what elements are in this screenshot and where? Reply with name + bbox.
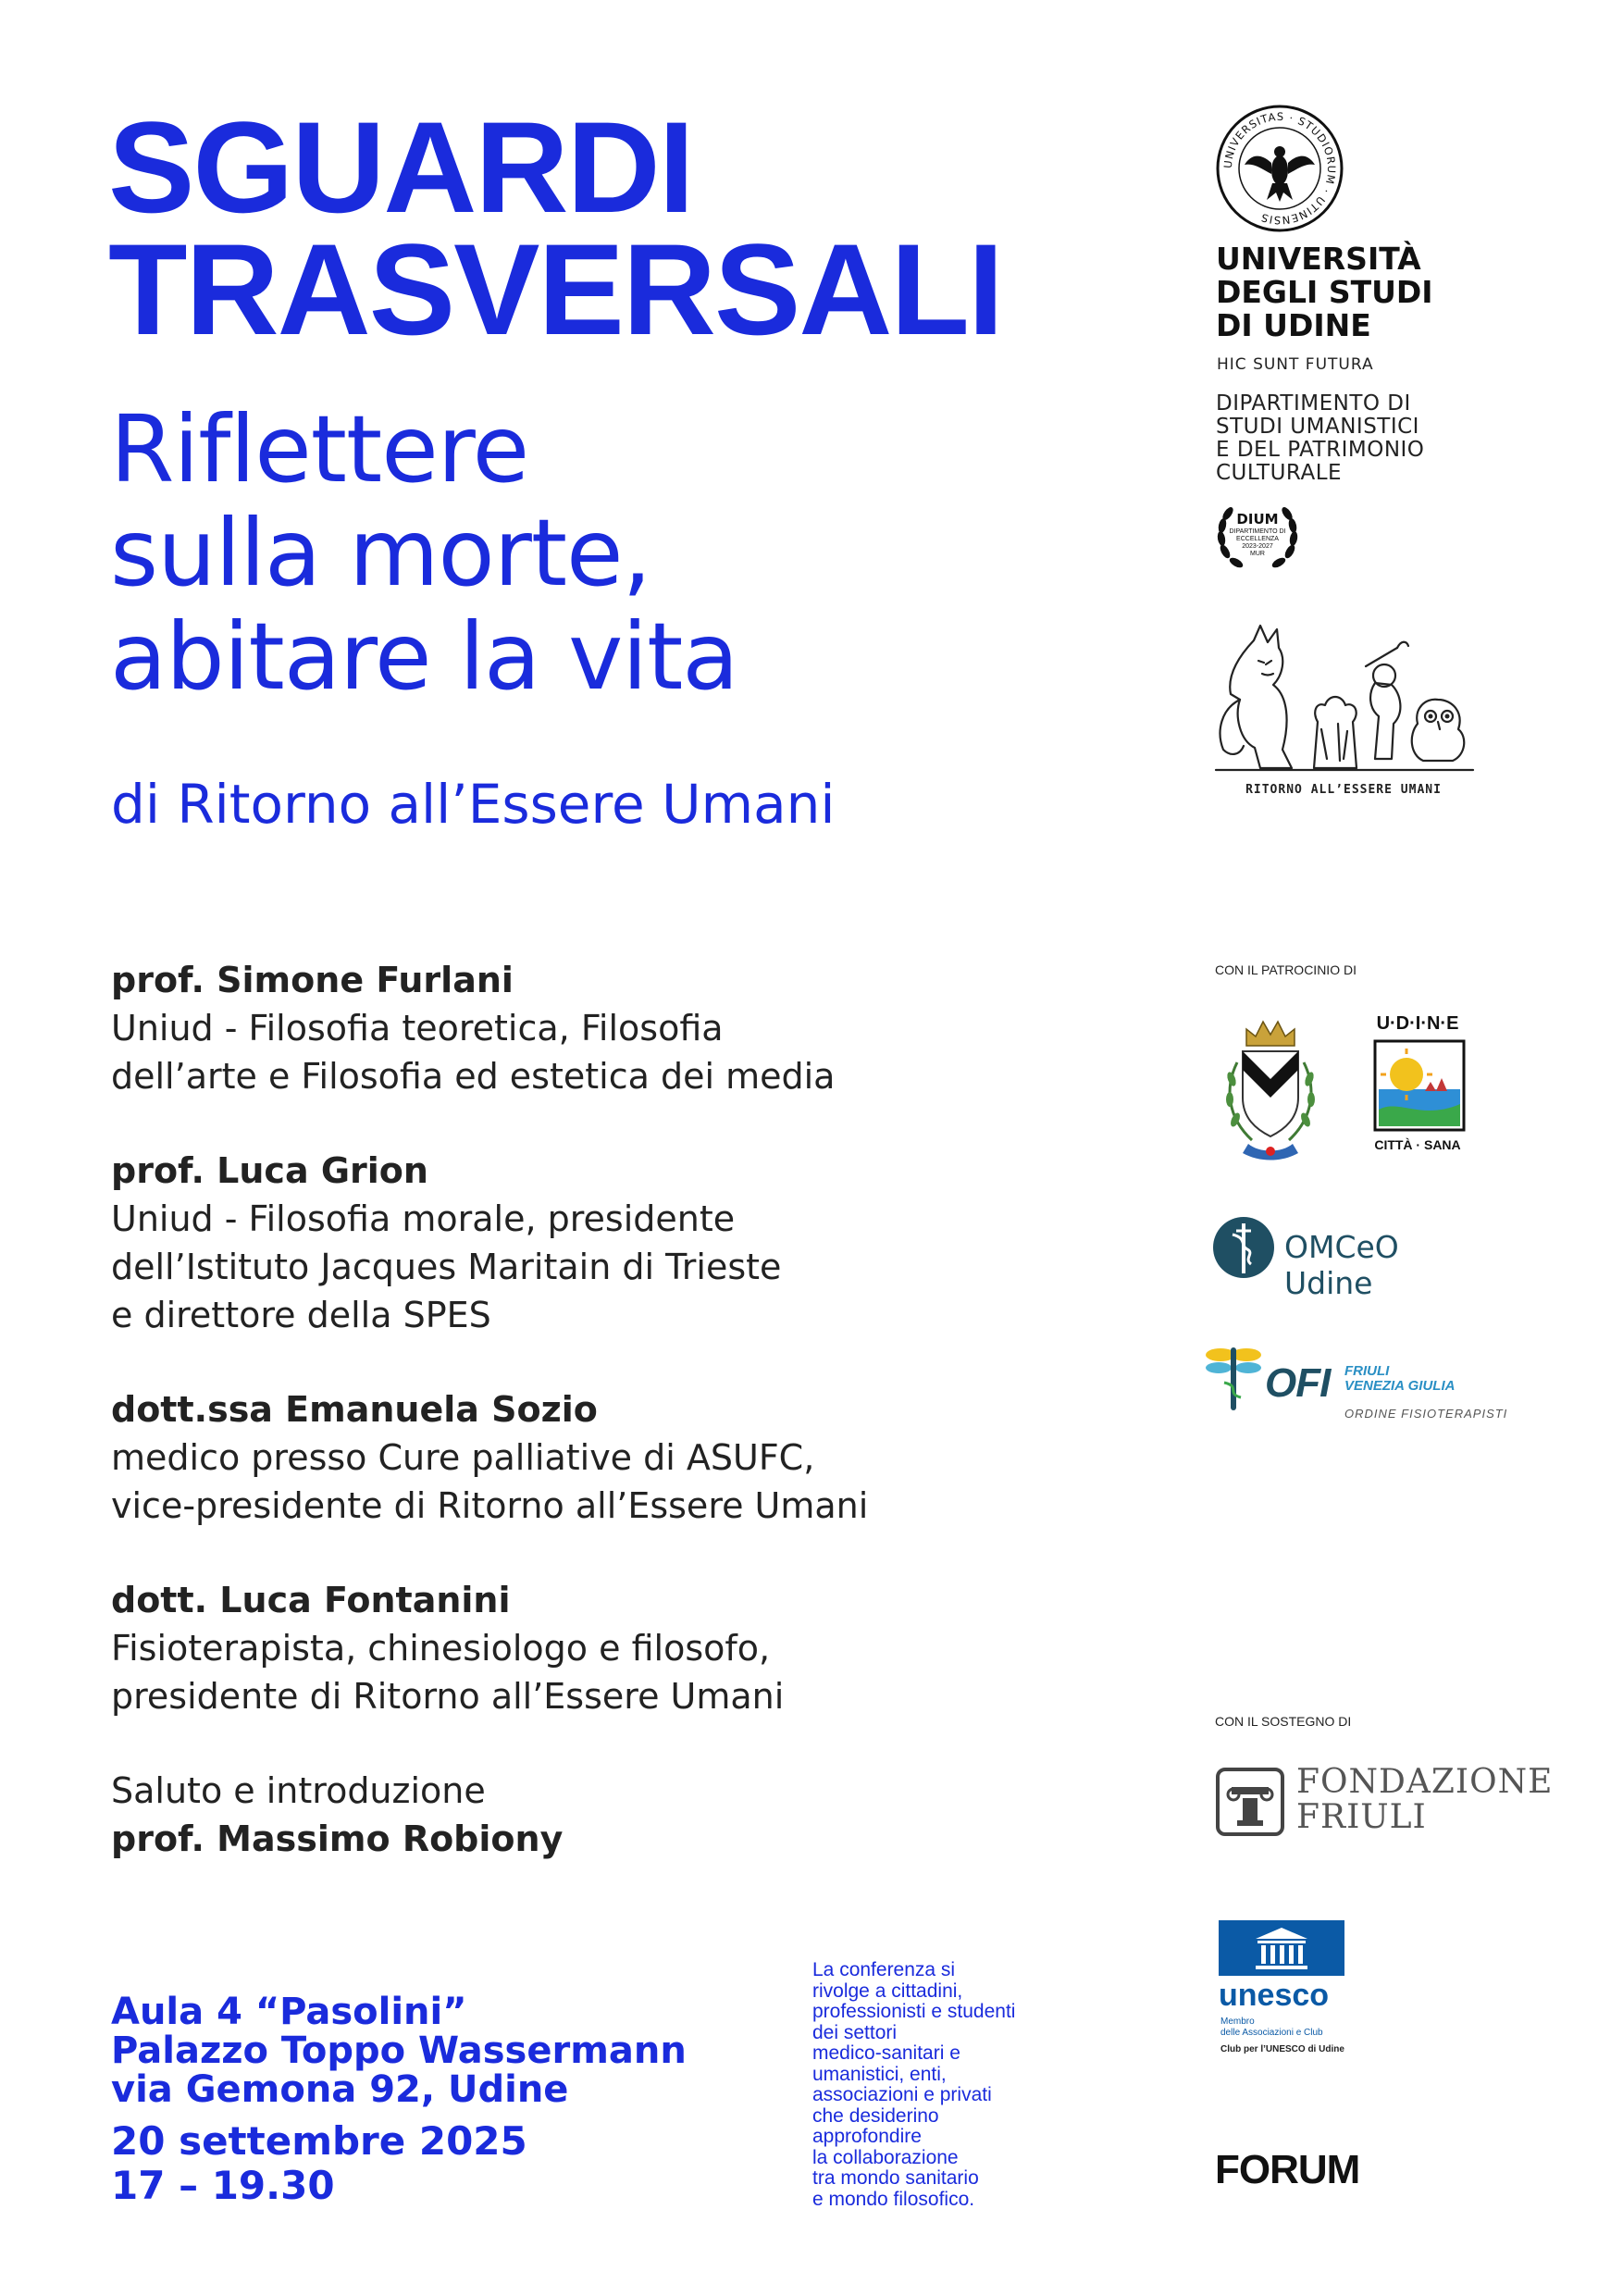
speaker-item (111, 956, 1083, 1100)
association-caption: RITORNO ALL’ESSERE UMANI (1245, 783, 1442, 797)
note-line: professionisti e studenti (812, 2001, 1016, 2022)
citta-sana-logo (1362, 1013, 1473, 1161)
greeting-label: Saluto e introduzione (111, 1770, 486, 1811)
forum-logo: FORUM (1215, 2147, 1360, 2192)
university-seal-icon (1215, 104, 1344, 233)
speaker-role-line: dell’arte e Filosofia ed estetica dei media (111, 1056, 836, 1097)
dium-caption (1214, 528, 1301, 558)
greeting (111, 1767, 1083, 1863)
column-capital-icon (1215, 1767, 1285, 1837)
university-motto: HIC SUNT FUTURA (1217, 355, 1374, 374)
speaker-role-line: vice-presidente di Ritorno all’Essere Umani (111, 1485, 869, 1526)
note-line: e mondo filosofico. (812, 2188, 975, 2210)
department-name (1216, 392, 1424, 485)
speaker-role-line: Fisioterapista, chinesiologo e filosofo, (111, 1628, 771, 1669)
omceo-label: OMCeO Udine (1284, 1229, 1399, 1301)
speaker-role-line: Uniud - Filosofia teoretica, Filosofia (111, 1008, 724, 1049)
note-line: tra mondo sanitario (812, 2167, 979, 2189)
speaker-role-line: presidente di Ritorno all’Essere Umani (111, 1676, 785, 1717)
udine-crest (1215, 1009, 1326, 1166)
dium-badge (1214, 498, 1301, 574)
dragonfly-icon (1204, 1342, 1263, 1416)
greeting-name: prof. Massimo Robiony (111, 1818, 564, 1859)
caduceus-icon (1210, 1214, 1277, 1281)
department-line: E DEL PATRIMONIO (1216, 438, 1425, 462)
dium-caption-line: ECCELLENZA (1236, 536, 1279, 542)
unesco-word: unesco (1219, 1978, 1330, 2013)
note-line: umanistici, enti, (812, 2063, 947, 2085)
ofi-mark: OFI (1265, 1360, 1331, 1406)
university-name-line: DEGLI STUDI (1216, 274, 1433, 310)
dium-caption-line: 2023-2027 (1242, 543, 1273, 550)
seal-text: UNIVERSITAS · STUDIORUM · UTINENSIS (1220, 109, 1339, 228)
fondazione-friuli-logo (1215, 1763, 1554, 1846)
event-title (108, 94, 1002, 362)
ofi-region (1344, 1364, 1455, 1394)
note-line: la collaborazione (812, 2146, 959, 2168)
citta-sana-top: U·D·I·N·E (1376, 1013, 1459, 1034)
venue-building: Palazzo Toppo Wassermann (111, 2029, 687, 2072)
support-label: CON IL SOSTEGNO DI (1215, 1714, 1352, 1729)
speaker-item (111, 1147, 1083, 1339)
university-name (1216, 242, 1433, 342)
speaker-item (111, 1385, 1083, 1530)
department-line: STUDI UMANISTICI (1216, 415, 1419, 439)
note-line: che desiderino (812, 2104, 939, 2127)
fondazione-line: FONDAZIONE (1296, 1763, 1554, 1801)
note-line: associazioni e privati (812, 2084, 992, 2105)
patronage-label: CON IL PATROCINIO DI (1215, 962, 1357, 977)
speaker-name: prof. Simone Furlani (111, 960, 514, 1000)
venue-room: Aula 4 “Pasolini” (111, 1991, 467, 2033)
speaker-role-line: medico presso Cure palliative di ASUFC, (111, 1437, 815, 1478)
subtitle-line-2: sulla morte, (110, 499, 651, 607)
unesco-club-caption: Club per l’UNESCO di Udine (1220, 2044, 1344, 2054)
note-line: La conferenza si (812, 1959, 956, 1980)
venue-address: via Gemona 92, Udine (111, 2068, 569, 2111)
byline: di Ritorno all’Essere Umani (111, 773, 836, 836)
speaker-name: prof. Luca Grion (111, 1150, 428, 1191)
note-line: rivolge a cittadini, (812, 1980, 963, 2002)
ofi-region-line: VENEZIA GIULIA (1344, 1378, 1456, 1394)
department-line: CULTURALE (1216, 461, 1343, 485)
event-date: 20 settembre 2025 (111, 2118, 527, 2164)
association-logo (1203, 620, 1481, 805)
citta-sana-bottom: CITTÀ · SANA (1374, 1137, 1461, 1152)
title-line-1: SGUARDI (108, 94, 693, 240)
subtitle-line-1: Riflettere (110, 395, 529, 503)
ofi-caption: ORDINE FISIOTERAPISTI (1344, 1407, 1508, 1421)
unesco-membership (1220, 2017, 1323, 2039)
speaker-list (111, 956, 1083, 1909)
fondazione-line: FRIULI (1296, 1798, 1427, 1836)
speaker-role-line: Uniud - Filosofia morale, presidente (111, 1198, 736, 1239)
title-line-2: TRASVERSALI (108, 217, 1002, 362)
dium-caption-line: DIPARTIMENTO DI (1229, 528, 1286, 535)
animal-illustration-icon (1203, 620, 1481, 777)
speaker-role-line: dell’Istituto Jacques Maritain di Trieste (111, 1247, 782, 1287)
sun-landscape-icon (1371, 1037, 1468, 1134)
ofi-region-line: FRIULI (1344, 1363, 1390, 1379)
date-block (111, 2119, 527, 2208)
fondazione-name (1296, 1765, 1553, 1835)
dium-title: DIUM (1236, 511, 1279, 527)
speaker-name: dott.ssa Emanuela Sozio (111, 1389, 598, 1430)
audience-note (812, 1960, 1015, 2210)
omceo-logo (1210, 1214, 1488, 1301)
speaker-role-line: e direttore della SPES (111, 1295, 491, 1335)
city-crest-icon (1215, 1009, 1326, 1166)
university-seal (1215, 104, 1344, 233)
subtitle-line-3: abitare la vita (110, 602, 738, 711)
venue-block (111, 1992, 687, 2109)
unesco-sub-line: delle Associazioni e Club (1220, 2028, 1323, 2038)
note-line: approfondire (812, 2126, 922, 2147)
department-line: DIPARTIMENTO DI (1216, 391, 1411, 416)
ofi-logo (1187, 1333, 1539, 1453)
dium-caption-line: MUR (1250, 551, 1265, 557)
university-name-line: DI UDINE (1216, 307, 1371, 343)
note-line: dei settori (812, 2021, 898, 2043)
event-subtitle (110, 395, 738, 711)
unesco-sub-line: Membro (1220, 2017, 1255, 2027)
unesco-logo (1215, 1920, 1400, 2059)
university-name-line: UNIVERSITÀ (1216, 241, 1421, 277)
speaker-item (111, 1576, 1083, 1720)
event-time: 17 – 19.30 (111, 2163, 335, 2208)
speaker-name: dott. Luca Fontanini (111, 1580, 511, 1620)
temple-icon (1219, 1920, 1344, 1976)
note-line: medico-sanitari e (812, 2042, 960, 2064)
